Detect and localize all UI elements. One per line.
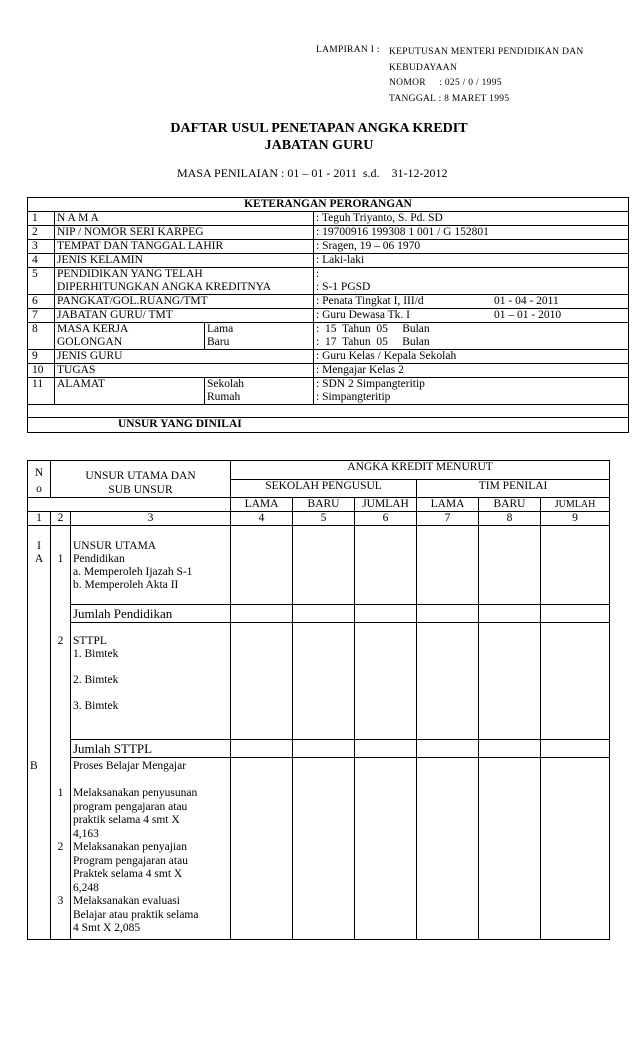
- row-value-text: : Penata Tingkat I, III/d: [316, 295, 424, 307]
- document-subtitle: JABATAN GURU: [264, 138, 374, 153]
- col-num: 7: [417, 512, 479, 526]
- section-letter: B: [28, 758, 51, 788]
- row-label: JENIS KELAMIN: [55, 254, 314, 268]
- personal-row: [28, 295, 629, 309]
- row-value-text: : Teguh Triyanto, S. Pd. SD: [316, 212, 443, 224]
- item-no: 1: [51, 526, 71, 605]
- row-label: PENDIDIKAN YANG TELAH: [55, 268, 314, 282]
- row-value-text: : 19700916 199308 1 001 / G 152801: [316, 226, 489, 238]
- row-value: [314, 212, 629, 226]
- row-value: [314, 268, 629, 282]
- row-label: ALAMAT: [55, 378, 205, 392]
- row-date: 01 - 04 - 2011: [494, 295, 559, 307]
- pendidikan-b: b. Memperoleh Akta II: [73, 579, 179, 591]
- row-sublabel: Rumah: [205, 391, 314, 405]
- row-value-text: :: [316, 268, 320, 280]
- pbm-line: Belajar atau praktik selama: [73, 908, 199, 921]
- bimtek-item: 2. Bimtek: [73, 674, 119, 686]
- personal-row: [28, 212, 629, 226]
- row-number: 3: [28, 240, 55, 254]
- personal-row: [28, 323, 629, 337]
- col-baru: BARU: [479, 498, 541, 512]
- personal-row: [28, 391, 629, 405]
- row-label: JENIS GURU: [55, 350, 314, 364]
- row-value: [314, 323, 629, 337]
- row-value: [314, 309, 629, 323]
- row-value-text: : S-1 PGSD: [316, 281, 371, 293]
- row-number: [28, 281, 55, 295]
- blank-row: [28, 405, 629, 418]
- row-value-text: : Sragen, 19 – 06 1970: [316, 240, 421, 252]
- lampiran-line: KEPUTUSAN MENTERI PENDIDIKAN DAN: [389, 47, 584, 57]
- lampiran-lines: [389, 45, 584, 107]
- header-sekolah-pengusul: SEKOLAH PENGUSUL: [231, 479, 417, 498]
- row-value-text: : 17 Tahun 05 Bulan: [316, 336, 430, 348]
- row-value-text: : Laki-laki: [316, 254, 365, 266]
- row-sublabel: Baru: [205, 336, 314, 350]
- row-value: [314, 391, 629, 405]
- header-tim-penilai: TIM PENILAI: [417, 479, 610, 498]
- col-num: 8: [479, 512, 541, 526]
- jumlah-pendidikan: Jumlah Pendidikan: [71, 605, 231, 623]
- personal-row: [28, 378, 629, 392]
- col-jumlah: JUMLAH: [355, 498, 417, 512]
- row-label: NIP / NOMOR SERI KARPEG: [55, 226, 314, 240]
- col-num: 9: [541, 512, 610, 526]
- bimtek-item: 1. Bimtek: [73, 648, 119, 660]
- col-num: 5: [293, 512, 355, 526]
- section-roman: [28, 526, 51, 605]
- col-jumlah: JUMLAH: [541, 498, 610, 512]
- document-title: DAFTAR USUL PENETAPAN ANGKA KREDIT: [170, 121, 468, 136]
- row-value: [314, 364, 629, 378]
- item-no: 1: [51, 787, 71, 841]
- row-number: 7: [28, 309, 55, 323]
- item-no: 3: [51, 895, 71, 936]
- row-number: 8: [28, 323, 55, 337]
- pbm-line: Melaksanakan evaluasi: [73, 895, 180, 907]
- row-number: 2: [28, 226, 55, 240]
- pbm-line: Program pengajaran atau: [73, 854, 188, 867]
- row-value: [314, 226, 629, 240]
- row-number: [28, 336, 55, 350]
- col-num: 4: [231, 512, 293, 526]
- row-value-text: : Guru Dewasa Tk. I: [316, 309, 410, 321]
- personal-info-table: [27, 197, 629, 433]
- row-number: 9: [28, 350, 55, 364]
- row-value: [314, 295, 629, 309]
- row-label: GOLONGAN: [55, 336, 205, 350]
- lampiran-line: KEBUDAYAAN: [389, 62, 458, 73]
- pbm-line: praktik selama 4 smt X: [73, 814, 180, 826]
- header-angka-kredit: ANGKA KREDIT MENURUT: [231, 461, 610, 480]
- col-baru: BARU: [293, 498, 355, 512]
- pbm-row: [28, 895, 610, 936]
- personal-row: [28, 226, 629, 240]
- row-value-text: : SDN 2 Simpangteritip: [316, 378, 425, 390]
- personal-row: [28, 281, 629, 295]
- pbm-line: 4 Smt X 2,085: [73, 922, 141, 934]
- pendidikan-block: [71, 526, 231, 605]
- assessment-table: [27, 460, 610, 940]
- header-no: N o: [28, 461, 51, 498]
- personal-info-header: KETERANGAN PERORANGAN: [28, 198, 629, 212]
- pbm-label: Proses Belajar Mengajar: [71, 758, 231, 788]
- row-value: [314, 240, 629, 254]
- sttpl-label: STTPL: [73, 635, 107, 647]
- row-value-text: : 15 Tahun 05 Bulan: [316, 323, 430, 335]
- row-number: 10: [28, 364, 55, 378]
- row-number: 6: [28, 295, 55, 309]
- row-value: [314, 378, 629, 392]
- pbm-line: program pengajaran atau: [73, 800, 188, 813]
- row-date: 01 – 01 - 2010: [494, 309, 562, 321]
- row-label: JABATAN GURU/ TMT: [55, 309, 314, 323]
- row-number: [28, 391, 55, 405]
- pbm-description: [71, 841, 231, 895]
- pbm-line: Melaksanakan penyajian: [73, 841, 187, 853]
- col-lama: LAMA: [231, 498, 293, 512]
- pendidikan-label: Pendidikan: [73, 553, 125, 565]
- row-label: DIPERHITUNGKAN ANGKA KREDITNYA: [55, 281, 314, 295]
- item-no: 2: [51, 841, 71, 895]
- personal-row: [28, 254, 629, 268]
- row-label: MASA KERJA: [55, 323, 205, 337]
- pbm-line: Melaksanakan penyusunan: [73, 787, 198, 799]
- personal-row: [28, 336, 629, 350]
- row-value-text: : Guru Kelas / Kepala Sekolah: [316, 350, 457, 362]
- col-num: 1: [28, 512, 51, 526]
- pbm-line: 6,248: [73, 881, 99, 894]
- row-sublabel: Sekolah: [205, 378, 314, 392]
- section-letter: A: [34, 553, 44, 565]
- row-label: PANGKAT/GOL.RUANG/TMT: [55, 295, 314, 309]
- pendidikan-a: a. Memperoleh Ijazah S-1: [73, 566, 193, 578]
- assessment-period: MASA PENILAIAN : 01 – 01 - 2011 s.d. 31-12-2012: [177, 166, 448, 180]
- bimtek-item: 3. Bimtek: [73, 700, 119, 712]
- row-label: N A M A: [55, 212, 314, 226]
- header-spacer: [28, 498, 231, 512]
- row-label: [55, 391, 205, 405]
- personal-row: [28, 268, 629, 282]
- item-no: 2: [51, 623, 71, 740]
- lampiran-line: TANGGAL : 8 MARET 1995: [389, 93, 510, 104]
- personal-row: [28, 364, 629, 378]
- personal-row: [28, 350, 629, 364]
- pbm-row: [28, 841, 610, 895]
- col-num: 6: [355, 512, 417, 526]
- unsur-label: UNSUR YANG DINILAI: [28, 418, 629, 433]
- personal-row: [28, 240, 629, 254]
- pbm-description: [71, 787, 231, 841]
- pbm-description: [71, 895, 231, 936]
- row-label: TEMPAT DAN TANGGAL LAHIR: [55, 240, 314, 254]
- row-number: 4: [28, 254, 55, 268]
- pbm-line: Praktek selama 4 smt X: [73, 868, 183, 880]
- lampiran-line: NOMOR : 025 / 0 / 1995: [389, 78, 502, 88]
- row-value: [314, 281, 629, 295]
- row-value-text: : Simpangteritip: [316, 391, 391, 403]
- row-value: [314, 350, 629, 364]
- jumlah-sttpl: Jumlah STTPL: [71, 740, 231, 758]
- row-number: 1: [28, 212, 55, 226]
- row-number: 11: [28, 378, 55, 392]
- header-unsur: UNSUR UTAMA DAN SUB UNSUR: [51, 461, 231, 498]
- row-value-text: : Mengajar Kelas 2: [316, 364, 404, 376]
- row-number: 5: [28, 268, 55, 282]
- col-num: 3: [71, 512, 231, 526]
- roman-numeral: I: [37, 540, 41, 552]
- personal-row: [28, 309, 629, 323]
- row-label: TUGAS: [55, 364, 314, 378]
- col-lama: LAMA: [417, 498, 479, 512]
- pbm-row: [28, 787, 610, 841]
- row-sublabel: Lama: [205, 323, 314, 337]
- unsur-utama: UNSUR UTAMA: [73, 540, 157, 552]
- row-value: [314, 254, 629, 268]
- sttpl-block: [71, 623, 231, 740]
- lampiran-label: LAMPIRAN I :: [316, 45, 380, 55]
- row-value: [314, 336, 629, 350]
- col-num: 2: [51, 512, 71, 526]
- pbm-line: 4,163: [73, 827, 99, 840]
